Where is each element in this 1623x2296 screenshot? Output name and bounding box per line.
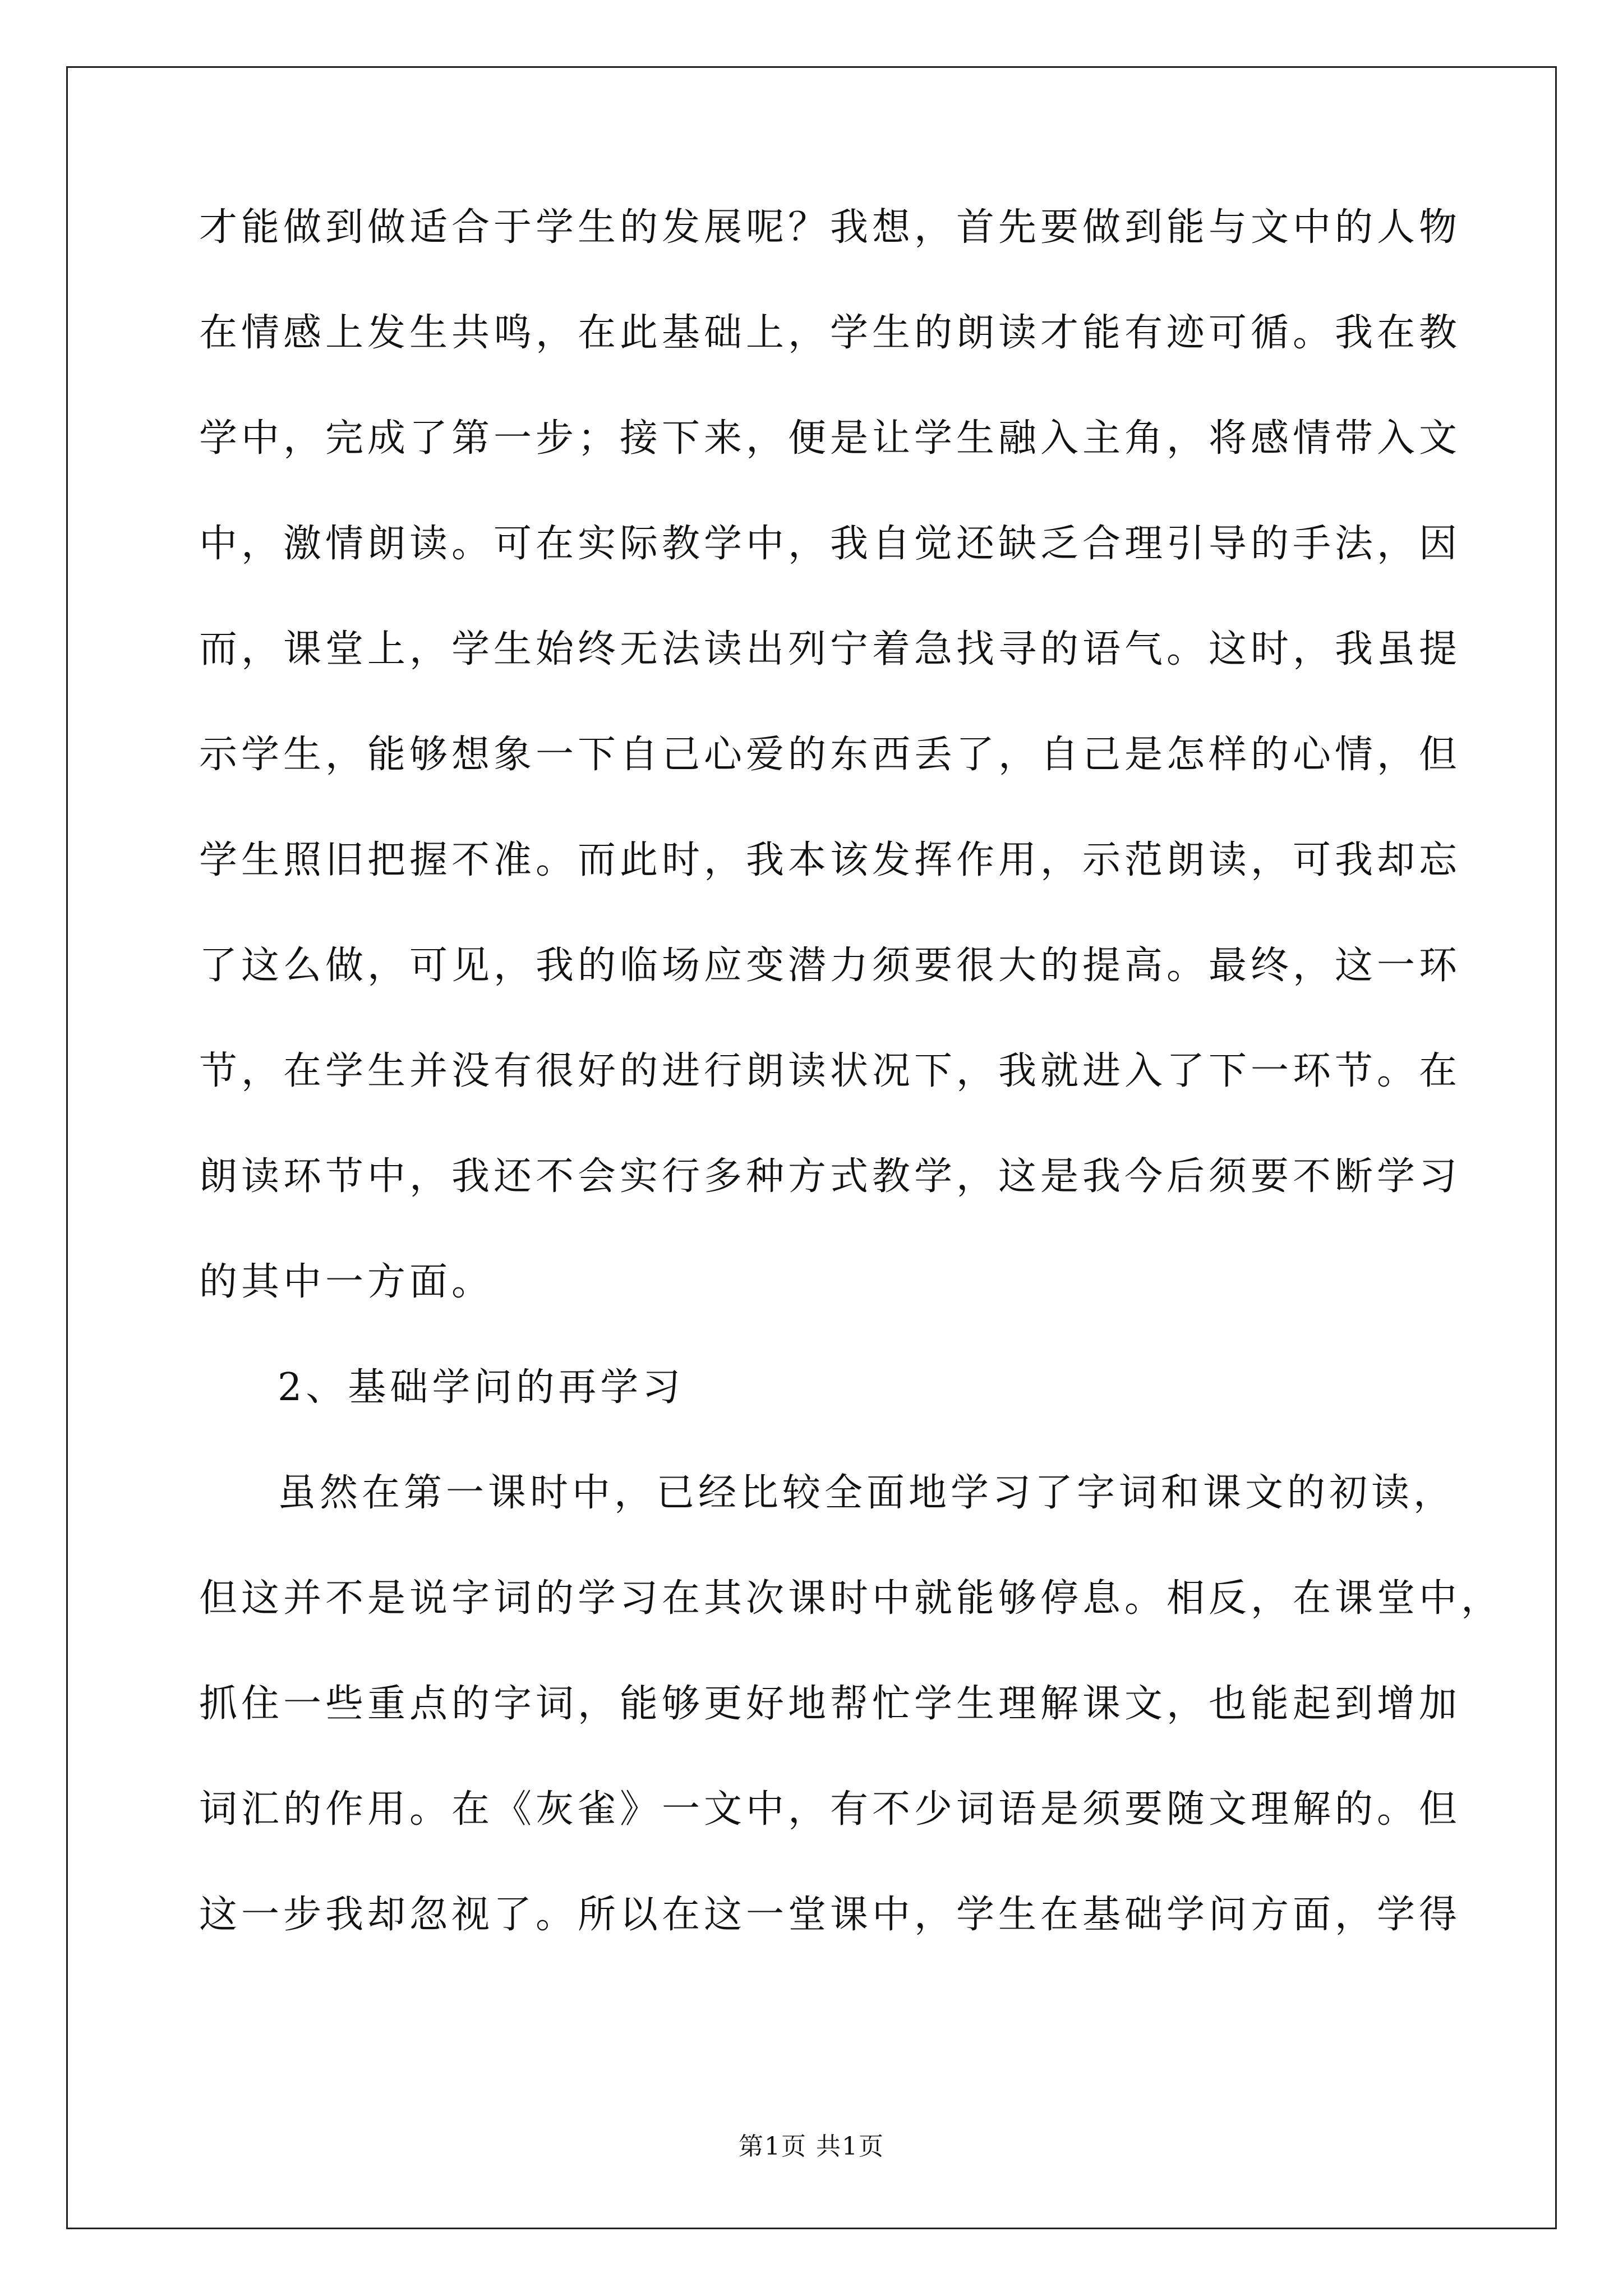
text-line: 中，激情朗读。可在实际教学中，我自觉还缺乏合理引导的手法，因 bbox=[199, 522, 1461, 566]
text-line: 朗读环节中，我还不会实行多种方式教学，这是我今后须要不断学习 bbox=[199, 1154, 1461, 1199]
text-line: 词汇的作用。在《灰雀》一文中，有不少词语是须要随文理解的。但 bbox=[199, 1787, 1461, 1832]
text-line: 但这并不是说字词的学习在其次课时中就能够停息。相反，在课堂中， bbox=[199, 1576, 1504, 1621]
text-line: 学中，完成了第一步；接下来，便是让学生融入主角，将感情带入文 bbox=[199, 416, 1461, 461]
text-line: 示学生，能够想象一下自己心爱的东西丢了，自己是怎样的心情，但 bbox=[199, 733, 1461, 777]
page-number-footer: 第1页 共1页 bbox=[739, 2132, 884, 2161]
text-line: 节，在学生并没有很好的进行朗读状况下，我就进入了下一环节。在 bbox=[199, 1049, 1461, 1093]
text-line: 才能做到做适合于学生的发展呢？我想，首先要做到能与文中的人物 bbox=[199, 205, 1461, 250]
text-line: 而，课堂上，学生始终无法读出列宁着急找寻的语气。这时，我虽提 bbox=[199, 627, 1461, 671]
text-line: 虽然在第一课时中，已经比较全面地学习了字词和课文的初读， bbox=[278, 1471, 1456, 1515]
text-line: 这一步我却忽视了。所以在这一堂课中，学生在基础学问方面，学得 bbox=[199, 1893, 1461, 1937]
text-line: 的其中一方面。 bbox=[199, 1260, 494, 1304]
text-line: 了这么做，可见，我的临场应变潜力须要很大的提高。最终，这一环 bbox=[199, 944, 1461, 988]
text-line: 抓住一些重点的字词，能够更好地帮忙学生理解课文，也能起到增加 bbox=[199, 1682, 1461, 1726]
text-line: 学生照旧把握不准。而此时，我本该发挥作用，示范朗读，可我却忘 bbox=[199, 838, 1461, 882]
text-line: 在情感上发生共鸣，在此基础上，学生的朗读才能有迹可循。我在教 bbox=[199, 311, 1461, 355]
section-heading: 2、基础学问的再学习 bbox=[278, 1365, 685, 1410]
